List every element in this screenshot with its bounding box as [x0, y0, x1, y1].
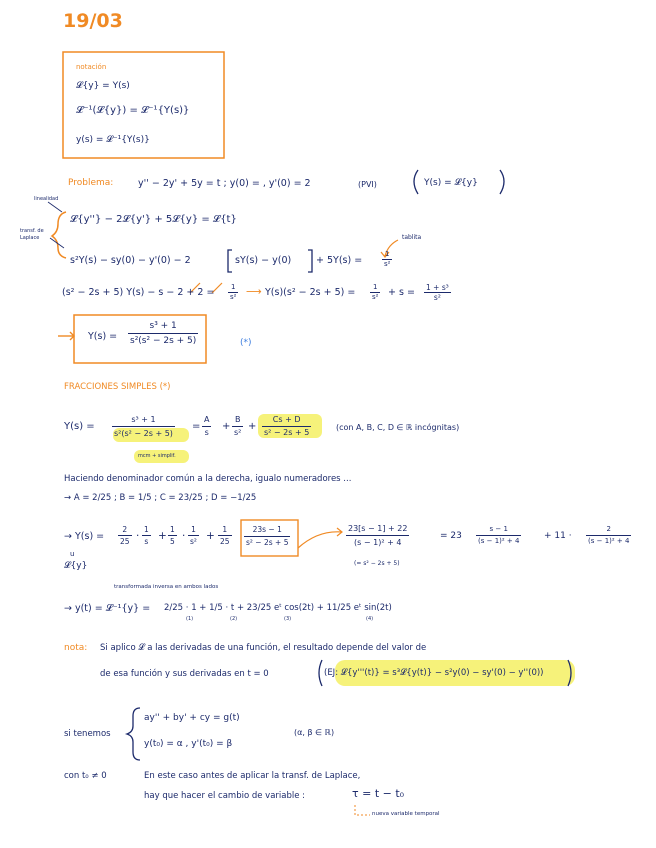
side-f1-den: (s − 1)² + 4	[478, 537, 520, 545]
step-1: 𝓛{y''} − 2𝓛{y'} + 5𝓛{y} = 𝓛{t}	[70, 214, 237, 225]
si-tenemos-eq-2: y(t₀) = α , y'(t₀) = β	[144, 739, 233, 749]
r2-den: s	[144, 537, 149, 546]
si-tenemos-label: si tenemos	[64, 729, 111, 739]
plus-2: +	[248, 421, 257, 432]
r1	[118, 524, 132, 547]
date-heading: 19/03	[63, 10, 123, 32]
r4-num: 1	[188, 524, 199, 536]
final-lhs: → y(t) = 𝓛⁻¹{y} =	[64, 603, 151, 614]
fraction-b	[232, 414, 243, 439]
step-3c-fraction	[370, 283, 380, 302]
notation-line-1: 𝓛{y} = Y(s)	[76, 81, 130, 91]
side-note-transf: transf. de Laplace	[20, 228, 44, 241]
final-sub-4: (4)	[366, 616, 374, 622]
final-sub-2: (2)	[230, 616, 238, 622]
side-plus: + 11 ·	[544, 531, 572, 541]
boxed-den: s²(s² − 2s + 5)	[130, 336, 197, 346]
step-3e-fraction	[424, 283, 451, 302]
side-fraction-num: 23[s − 1] + 22	[346, 522, 409, 536]
r3-den: 5	[170, 537, 175, 546]
fraction-a-num: A	[202, 414, 211, 427]
side-fraction	[346, 522, 409, 549]
problem-equation: y'' − 2y' + 5y = t ; y(0) = , y'(0) = 2	[138, 178, 311, 189]
side-note-tablita: tablita	[402, 234, 422, 241]
r4	[188, 524, 199, 547]
si-tenemos-eq-1: ay'' + by' + cy = g(t)	[144, 713, 240, 723]
r1-den: 25	[120, 537, 130, 546]
step-3-arrow: ⟶	[246, 285, 262, 298]
fraction-cd-num: Cs + D	[262, 414, 311, 427]
notation-title: notación	[76, 63, 107, 71]
r6-den: s² − 2s + 5	[246, 538, 289, 547]
step-3-fraction	[228, 283, 238, 302]
step-3a: (s² − 2s + 5) Y(s) − s − 2 + 2 =	[62, 287, 215, 298]
notation-line-3: y(s) = 𝓛⁻¹{Y(s)}	[76, 135, 150, 145]
cambio-text-1: En este caso antes de aplicar la transf. de Laplace,	[144, 771, 361, 781]
r3	[168, 524, 177, 547]
fraction-a-den: s	[204, 428, 209, 437]
boxed-lhs: Y(s) =	[88, 331, 118, 342]
side-f2-den: (s − 1)² + 4	[588, 537, 630, 545]
u-mark: u	[70, 550, 75, 558]
r2-num: 1	[144, 525, 149, 534]
boxed-fraction	[128, 319, 198, 348]
step-3b: Y(s)(s² − 2s + 5) =	[265, 287, 356, 298]
final-sub-3: (3)	[284, 616, 292, 622]
nota-line-1: Si aplico 𝓛 a las derivadas de una función, el resultado depende del valor de	[100, 643, 427, 653]
plus-1: +	[222, 421, 231, 432]
step-3e-num: 1 + s³	[426, 283, 449, 292]
step-2-fraction-den: s²	[384, 260, 391, 268]
r2	[142, 524, 151, 547]
dot-1: ·	[136, 530, 140, 542]
fractions-title: FRACCIONES SIMPLES (*)	[64, 382, 171, 392]
coefficients: → A = 2/25 ; B = 1/5 ; C = 23/25 ; D = −1/25	[64, 493, 257, 503]
fraction-y-den: s²(s² − 2s + 5)	[114, 429, 173, 438]
result-lhs: → Y(s) =	[64, 531, 105, 542]
step-2a: s²Y(s) − sy(0) − y'(0) − 2	[70, 255, 191, 266]
ly-label: 𝓛{y}	[64, 561, 88, 571]
con-t0: con t₀ ≠ 0	[64, 771, 107, 781]
side-f2-num: 2	[586, 524, 631, 536]
fraction-y-num: s³ + 1	[112, 413, 175, 427]
step-3e-den: s²	[433, 293, 441, 302]
plus-r1: +	[158, 530, 167, 542]
notation-line-2: 𝓛⁻¹(𝓛{y}) = 𝓛⁻¹{Y(s)}	[76, 105, 190, 116]
r5-num: 1	[218, 524, 232, 536]
side-note-linealidad: linealidad	[34, 196, 59, 202]
tau-definition: τ = t − t₀	[352, 787, 405, 800]
side-fraction-den: (s − 1)² + 4	[354, 538, 402, 547]
tau-note: nueva variable temporal	[372, 811, 440, 817]
step-2-fraction-num: 1	[382, 250, 392, 260]
fraction-cd	[262, 414, 311, 439]
fraction-y	[112, 413, 175, 440]
eq-sign: =	[192, 421, 201, 432]
star-marker: (*)	[240, 338, 252, 348]
step-3c-den: s²	[372, 293, 379, 301]
plus-r2: +	[206, 530, 215, 542]
fraction-a	[202, 414, 211, 439]
step-3-fraction-num: 1	[228, 283, 238, 293]
r6-num: 23s − 1	[244, 524, 290, 537]
fraction-b-den: s²	[234, 428, 242, 437]
nota-line-2: de esa función y sus derivadas en t = 0	[100, 669, 269, 679]
step-2c: + 5Y(s) =	[316, 255, 363, 266]
common-denominator-text: Haciendo denominador común a la derecha, igualo numeradores ...	[64, 474, 352, 484]
nota-label: nota:	[64, 643, 88, 653]
r6	[244, 524, 290, 549]
r5-den: 25	[220, 537, 230, 546]
cambio-text-2: hay que hacer el cambio de variable :	[144, 791, 306, 801]
final-sub-1: (1)	[186, 616, 194, 622]
invert-note: transformada inversa en ambos lados	[114, 584, 219, 590]
nota-example: (EJ: 𝓛{y'''(t)} = s³𝓛{y(t)} − s²y(0) − sy'(0) − y''(0))	[324, 668, 544, 678]
dot-2: ·	[182, 530, 186, 542]
problem-label: Problema:	[68, 178, 114, 188]
step-3d: + s =	[388, 287, 415, 298]
side-f1	[476, 524, 521, 547]
r4-den: s²	[190, 537, 197, 546]
final-terms: 2/25 · 1 + 1/5 · t + 23/25 eᵗ cos(2t) + 11/25 eᵗ sin(2t)	[164, 603, 392, 613]
side-f2	[586, 524, 631, 547]
step-3c-num: 1	[370, 283, 380, 293]
side-eq: = 23	[440, 531, 462, 541]
step-2b: sY(s) − y(0)	[235, 255, 292, 266]
pvi-label: (PVI)	[358, 180, 377, 189]
si-tenemos-params: (α, β ∈ ℝ)	[294, 728, 335, 737]
y-definition: Y(s) = 𝓛{y}	[424, 178, 478, 188]
r3-num: 1	[170, 525, 175, 534]
unknowns-note: (con A, B, C, D ∈ ℝ incógnitas)	[336, 423, 460, 432]
fraction-cd-den: s² − 2s + 5	[264, 428, 310, 437]
fraction-b-num: B	[232, 414, 243, 427]
boxed-num: s³ + 1	[128, 319, 198, 334]
side-f1-num: s − 1	[476, 524, 521, 536]
step-3-fraction-den: s²	[230, 293, 237, 301]
highlight-note: mcm + simplif.	[138, 453, 176, 459]
fractions-lhs: Y(s) =	[64, 421, 95, 432]
r1-num: 2	[118, 524, 132, 536]
r5	[218, 524, 232, 547]
side-substitution: (= s² − 2s + 5)	[354, 560, 400, 567]
step-2-fraction	[382, 250, 392, 269]
